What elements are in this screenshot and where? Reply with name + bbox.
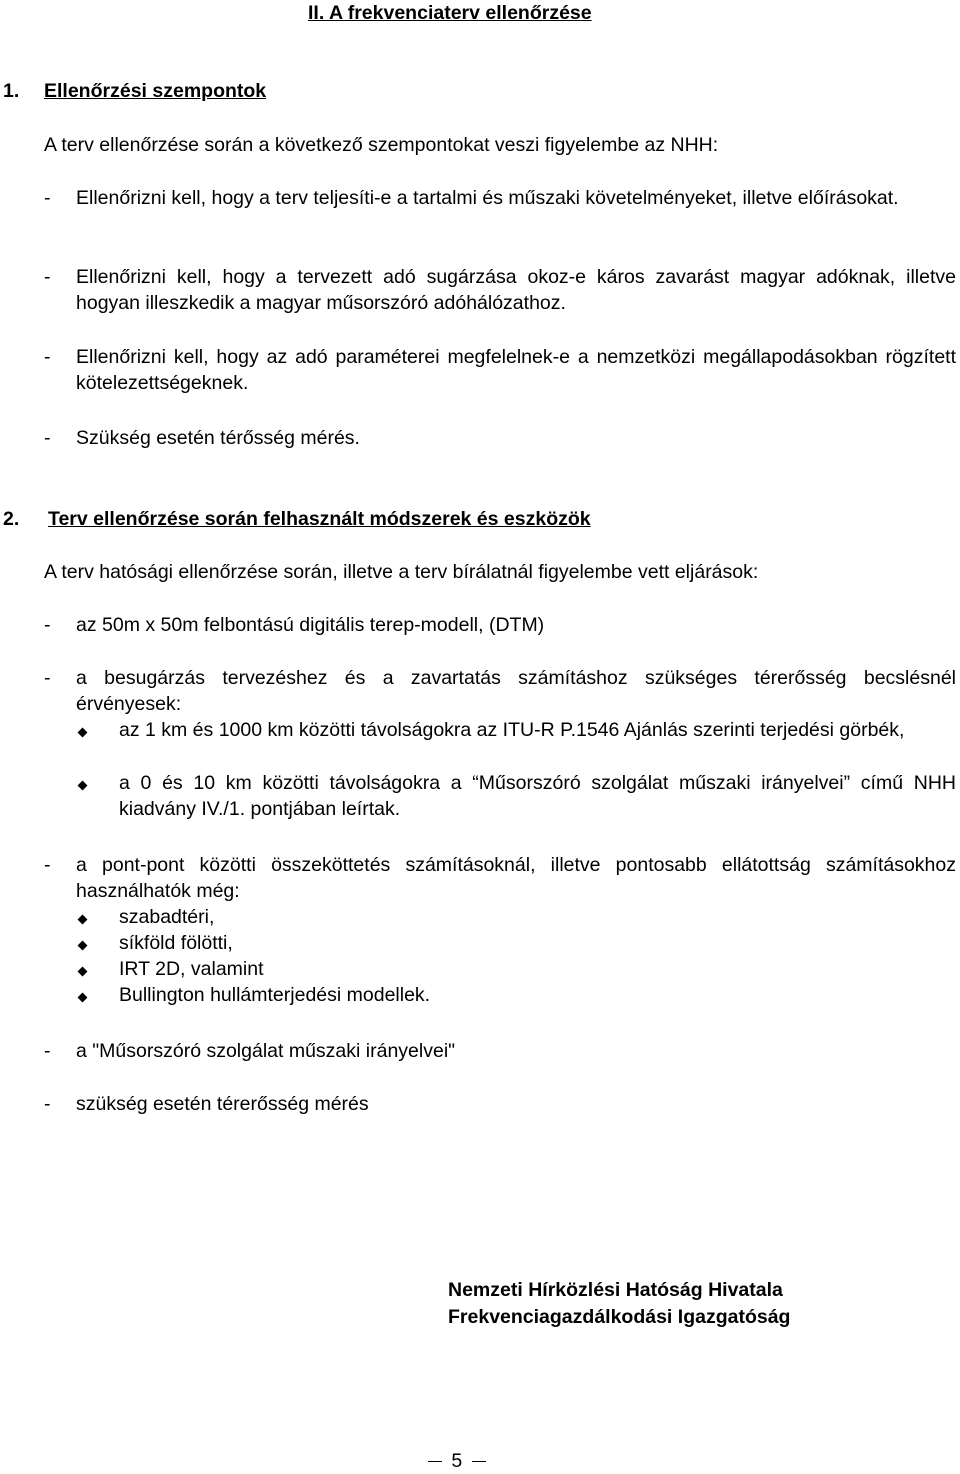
section1-item-1: Ellenőrizni kell, hogy a terv teljesíti-e a tartalmi és műszaki követelményeket, illetve előírásokat. xyxy=(76,187,899,209)
page-number-rule-right xyxy=(472,1461,486,1462)
bullet-diamond-icon xyxy=(78,915,88,925)
section2-item-3: a pont-pont közötti összeköttetés számításoknál, illetve pontosabb ellátottság számításokhoz használhatók még: xyxy=(76,854,956,902)
section2-item3-bullet-4: Bullington hullámterjedési modellek. xyxy=(119,984,431,1006)
section2-item-4: a "Műsorszóró szolgálat műszaki irányelvei" xyxy=(76,1040,456,1062)
section2-item3-bullet-2: síkföld fölötti, xyxy=(119,932,233,954)
dash-marker: - xyxy=(44,187,51,209)
section1-intro: A terv ellenőrzése során a következő szempontokat veszi figyelembe az NHH: xyxy=(44,134,719,156)
section2-item3-bullet-3: IRT 2D, valamint xyxy=(119,958,264,980)
section1-heading: Ellenőrzési szempontok xyxy=(44,80,267,102)
dash-marker: - xyxy=(44,614,51,636)
section2-item-5: szükség esetén térerősség mérés xyxy=(76,1093,369,1115)
section2-item-1: az 50m x 50m felbontású digitális terep-modell, (DTM) xyxy=(76,614,545,636)
dash-marker: - xyxy=(44,427,51,449)
section1-item-4: Szükség esetén térősség mérés. xyxy=(76,427,360,449)
page-title: II. A frekvenciaterv ellenőrzése xyxy=(308,2,592,24)
bullet-diamond-icon xyxy=(78,941,88,951)
section2-intro: A terv hatósági ellenőrzése során, illetve a terv bírálatnál figyelembe vett eljárások: xyxy=(44,561,759,583)
section1-number: 1. xyxy=(3,80,20,102)
page-number: 5 xyxy=(451,1450,463,1472)
bullet-diamond-icon xyxy=(78,781,88,791)
signature-line-1: Nemzeti Hírközlési Hatóság Hivatala xyxy=(448,1279,783,1301)
dash-marker: - xyxy=(44,346,51,368)
signature-line-2: Frekvenciagazdálkodási Igazgatóság xyxy=(448,1306,791,1328)
page-number-rule-left xyxy=(428,1461,442,1462)
dash-marker: - xyxy=(44,1040,51,1062)
section2-item2-bullet-2: a 0 és 10 km közötti távolságokra a “Műsorszóró szolgálat műszaki irányelvei” című NHH kiadvány IV./1. pontjában leírtak. xyxy=(119,772,956,820)
section1-item-2: Ellenőrizni kell, hogy a tervezett adó sugárzása okoz-e káros zavarást magyar adóknak, illetve hogyan illeszkedik a magyar műsorszóró adóhálózathoz. xyxy=(76,266,956,314)
dash-marker: - xyxy=(44,854,51,876)
dash-marker: - xyxy=(44,1093,51,1115)
section2-item-2: a besugárzás tervezéshez és a zavartatás számításhoz szükséges térerősség becslésnél érvényesek: xyxy=(76,667,956,715)
section2-number: 2. xyxy=(3,508,20,530)
page-number-area xyxy=(428,1450,484,1473)
bullet-diamond-icon xyxy=(78,728,88,738)
section2-heading: Terv ellenőrzése során felhasznált módszerek és eszközök xyxy=(48,508,591,530)
bullet-diamond-icon xyxy=(78,993,88,1003)
section1-item-3: Ellenőrizni kell, hogy az adó paraméterei megfelelnek-e a nemzetközi megállapodásokban rögzített kötelezettségeknek. xyxy=(76,346,956,394)
section2-item3-bullet-1: szabadtéri, xyxy=(119,906,215,928)
dash-marker: - xyxy=(44,667,51,689)
section2-item2-bullet-1: az 1 km és 1000 km közötti távolságokra az ITU-R P.1546 Ajánlás szerinti terjedési görbék, xyxy=(119,719,905,741)
dash-marker: - xyxy=(44,266,51,288)
bullet-diamond-icon xyxy=(78,967,88,977)
